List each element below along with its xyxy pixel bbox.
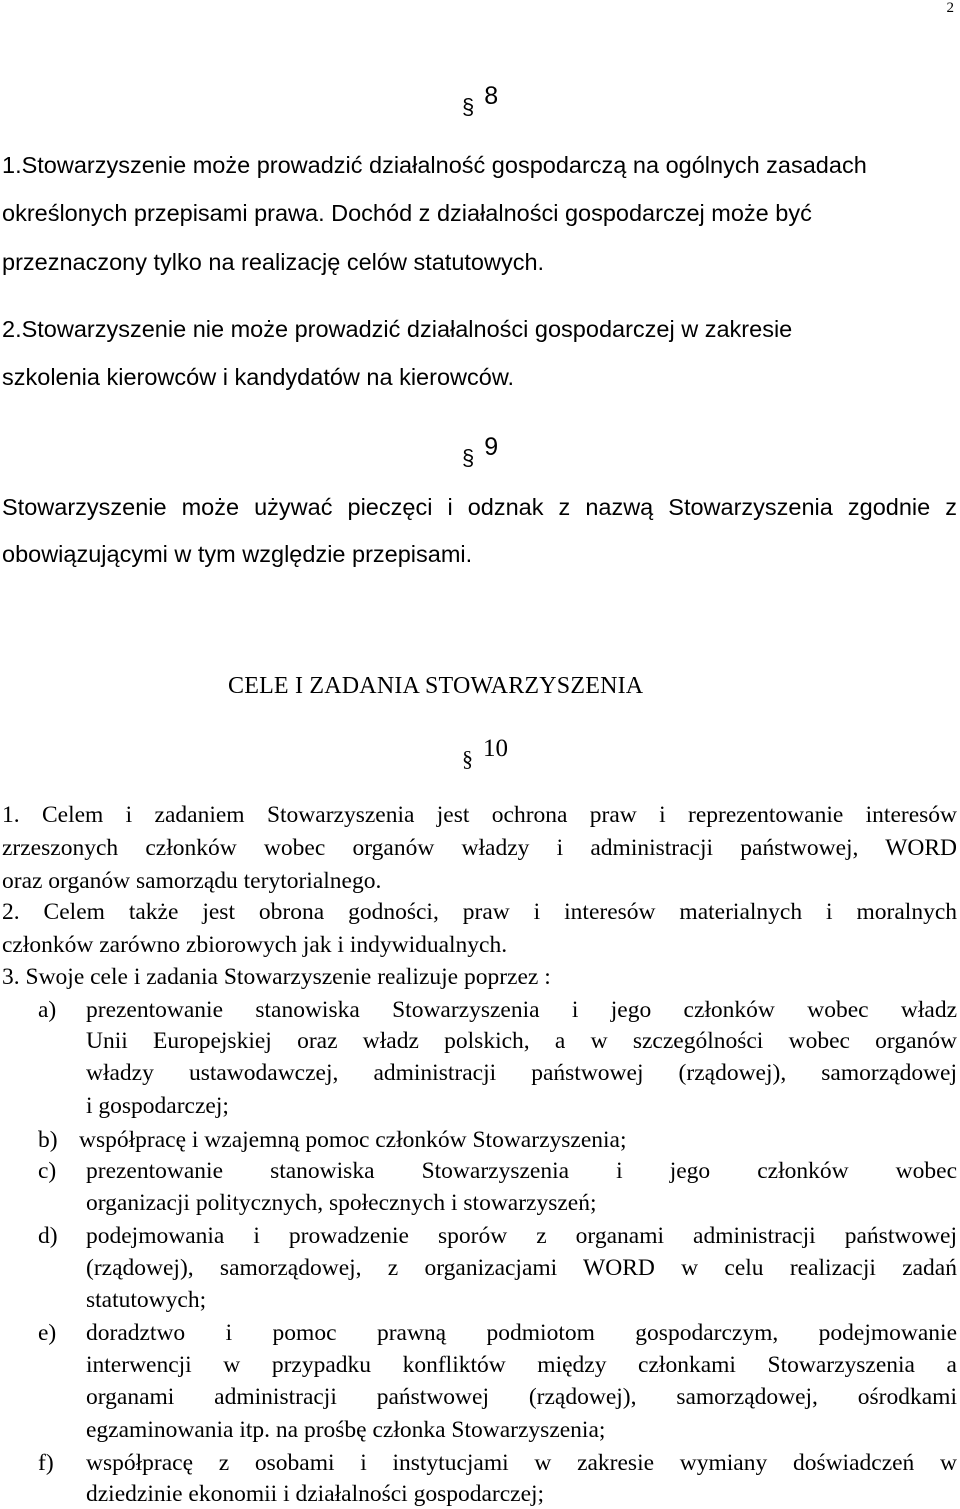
s8-p2-line2: szkolenia kierowców i kandydatów na kierowców. [2, 364, 515, 390]
section-symbol: § [462, 94, 475, 119]
s8-p2-line1: 2.Stowarzyszenie nie może prowadzić działalności gospodarczej w zakresie [2, 316, 793, 342]
item-b-line1: współpracę i wzajemną pomoc członków Stowarzyszenia; [79, 1127, 627, 1153]
item-c-label: c) [38, 1158, 57, 1184]
item-a-line2: Unii Europejskiej oraz władz polskich, a w szczególności wobec organów [86, 1028, 957, 1054]
chapter-heading: CELE I ZADANIA STOWARZYSZENIA [228, 673, 644, 699]
item-d-label: d) [38, 1223, 58, 1249]
section-number: 8 [484, 82, 499, 110]
item-d-line1: podejmowania i prowadzenie sporów z organami administracji państwowej [86, 1223, 957, 1249]
item-e-line4: egzaminowania itp. na prośbę członka Stowarzyszenia; [86, 1417, 606, 1443]
s10-p2-line1: 2. Celem także jest obrona godności, praw i interesów materialnych i moralnych [2, 899, 957, 925]
section-number: 9 [484, 433, 499, 461]
item-c-line2: organizacji politycznych, społecznych i stowarzyszeń; [86, 1190, 597, 1216]
section-heading-10 [462, 735, 508, 771]
item-b-label: b) [38, 1127, 58, 1153]
section-heading-9 [462, 433, 499, 470]
s8-p1-line3: przeznaczony tylko na realizację celów statutowych. [2, 249, 545, 275]
item-f-line1: współpracę z osobami i instytucjami w zakresie wymiany doświadczeń w [86, 1450, 957, 1476]
item-e-line3: organami administracji państwowej (rządowej), samorządowej, ośrodkami [86, 1384, 957, 1410]
item-f-label: f) [38, 1450, 54, 1476]
item-d-line2: (rządowej), samorządowej, z organizacjami WORD w celu realizacji zadań [86, 1255, 957, 1281]
section-number: 10 [483, 735, 508, 762]
item-a-line1: prezentowanie stanowiska Stowarzyszenia i jego członków wobec władz [86, 997, 957, 1023]
s9-line1: Stowarzyszenie może używać pieczęci i odznak z nazwą Stowarzyszenia zgodnie z [2, 494, 957, 520]
s8-p1-line1: 1.Stowarzyszenie może prowadzić działalność gospodarczą na ogólnych zasadach [2, 152, 867, 178]
s10-p3-intro: 3. Swoje cele i zadania Stowarzyszenie realizuje poprzez : [2, 964, 551, 990]
s10-p1-line3: oraz organów samorządu terytorialnego. [2, 868, 382, 894]
page-number: 2 [946, 0, 954, 16]
item-f-line2: dziedzinie ekonomii i działalności gospodarczej; [86, 1481, 545, 1507]
item-a-label: a) [38, 997, 57, 1023]
item-d-line3: statutowych; [86, 1287, 207, 1313]
item-e-line1: doradztwo i pomoc prawną podmiotom gospodarczym, podejmowanie [86, 1320, 957, 1346]
s10-p1-line1: 1. Celem i zadaniem Stowarzyszenia jest ochrona praw i reprezentowanie interesów [2, 802, 957, 828]
item-e-line2: interwencji w przypadku konfliktów między członkami Stowarzyszenia a [86, 1352, 957, 1378]
item-e-label: e) [38, 1320, 57, 1346]
item-a-line3: władzy ustawodawczej, administracji państwowej (rządowej), samorządowej [86, 1060, 957, 1086]
section-symbol: § [462, 746, 473, 771]
section-heading-8 [462, 82, 499, 119]
item-c-line1: prezentowanie stanowiska Stowarzyszenia i jego członków wobec [86, 1158, 957, 1184]
s10-p1-line2: zrzeszonych członków wobec organów władzy i administracji państwowej, WORD [2, 835, 957, 861]
s8-p1-line2: określonych przepisami prawa. Dochód z działalności gospodarczej może być [2, 200, 812, 226]
s10-p2-line2: członków zarówno zbiorowych jak i indywidualnych. [2, 932, 508, 958]
s9-line2: obowiązującymi w tym względzie przepisami. [2, 541, 473, 567]
section-symbol: § [462, 445, 475, 470]
item-a-line4: i gospodarczej; [86, 1093, 229, 1119]
